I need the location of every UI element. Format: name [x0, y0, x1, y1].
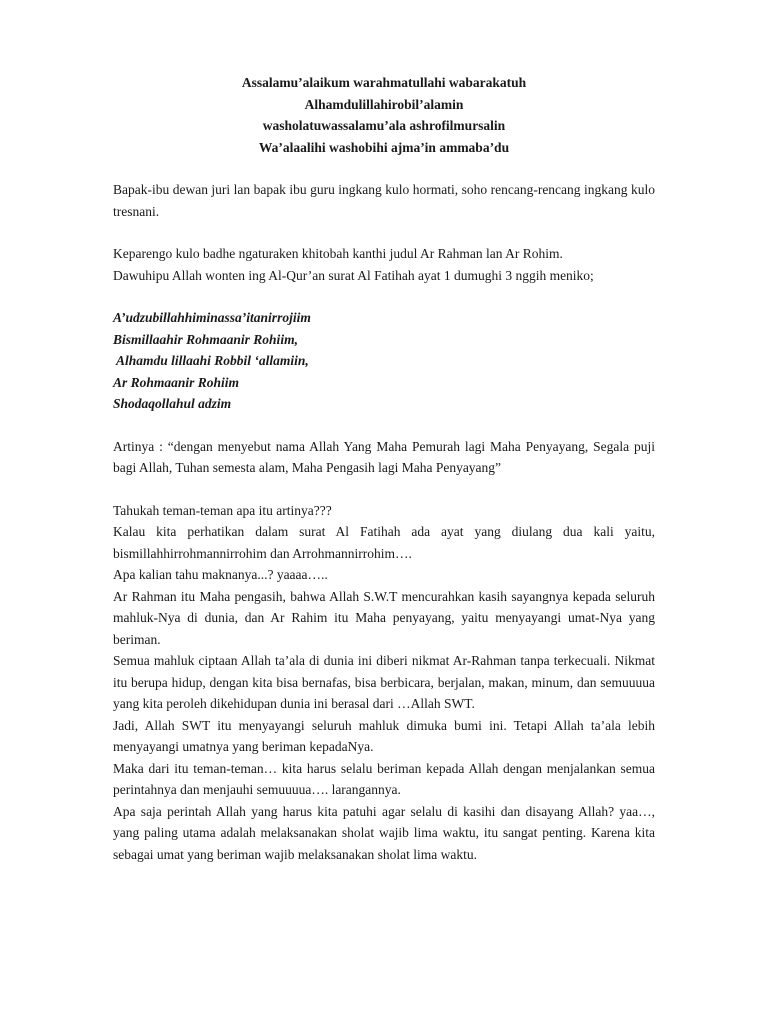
body-paragraph: Apa kalian tahu maknanya...? yaaaa….. [113, 567, 328, 582]
opening-salutation [113, 72, 655, 158]
verse-line: Shodaqollahul adzim [113, 396, 232, 411]
salutation-line: Wa’alaalihi washobihi ajma’in ammaba’du [258, 139, 510, 155]
spacer [113, 158, 655, 179]
salutation-line: Alhamdulillahirobil’alamin [304, 96, 464, 112]
salutation-line: Assalamu’alaikum warahmatullahi wabarakatuh [241, 75, 527, 90]
quran-verses [113, 307, 655, 415]
spacer [113, 222, 655, 243]
body-paragraph: Apa saja perintah Allah yang harus kita patuhi agar selalu di kasihi dan disayang Allah? yaa…, yang paling utama adalah melaksanakan sholat wajib lima waktu, itu sangat penting. Karena kita sebagai umat yang beriman wajib melaksanakan sholat lima waktu. [113, 803, 655, 862]
spacer [113, 415, 655, 436]
intro-line: Keparengo kulo badhe ngaturaken khitobah kanthi judul Ar Rahman lan Ar Rohim. [113, 246, 563, 261]
body-paragraph: Jadi, Allah SWT itu menyayangi seluruh mahluk dimuka bumi ini. Tetapi Allah ta’ala lebih menyayangi umatnya yang beriman kepadaNya. [113, 717, 655, 754]
body-paragraph: Ar Rahman itu Maha pengasih, bahwa Allah S.W.T mencurahkan kasih sayangnya kepada seluruh mahluk-Nya di dunia, dan Ar Rahim itu Maha penyayang, yaitu menyayangi umat-Nya yang beriman. [113, 588, 655, 647]
verse-line: A’udzubillahhiminassa’itanirrojiim [113, 310, 311, 325]
verse-line: Ar Rohmaanir Rohiim [113, 374, 240, 390]
body-paragraph: Tahukah teman-teman apa itu artinya??? [113, 502, 332, 518]
spacer [113, 479, 655, 500]
spacer [113, 286, 655, 307]
verse-line: Bismillaahir Rohmaanir Rohiim, [113, 331, 298, 347]
verse-line: Alhamdu lillaahi Robbil ‘allamiin, [116, 353, 309, 368]
salutation-line: washolatuwassalamu’ala ashrofilmursalin [262, 118, 506, 133]
translation-paragraph: Artinya : “dengan menyebut nama Allah Yang Maha Pemurah lagi Maha Penyayang, Segala puji bagi Allah, Tuhan semesta alam, Maha Pengasih lagi Maha Penyayang” [113, 438, 655, 475]
body-paragraph: Semua mahluk ciptaan Allah ta’ala di dunia ini diberi nikmat Ar-Rahman tanpa terkecuali. Nikmat itu berupa hidup, dengan kita bisa bernafas, bisa berbicara, berjalan, makan, minum, dan semuuuua yang kita peroleh dikehidupan dunia ini berasal dari …Allah SWT. [113, 653, 655, 711]
body-paragraph: Maka dari itu teman-teman… kita harus selalu beriman kepada Allah dengan menjalankan semua perintahnya dan menjauhi semuuuua…. larangannya. [113, 760, 655, 797]
greeting-paragraph: Bapak-ibu dewan juri lan bapak ibu guru ingkang kulo hormati, soho rencang-rencang ingkang kulo tresnani. [113, 182, 655, 219]
intro-line: Dawuhipu Allah wonten ing Al-Qur’an surat Al Fatihah ayat 1 dumughi 3 nggih meniko; [113, 267, 594, 283]
body-paragraph: Kalau kita perhatikan dalam surat Al Fatihah ada ayat yang diulang dua kali yaitu, bismillahhirrohmannirrohim dan Arrohmannirrohim…. [113, 524, 655, 561]
